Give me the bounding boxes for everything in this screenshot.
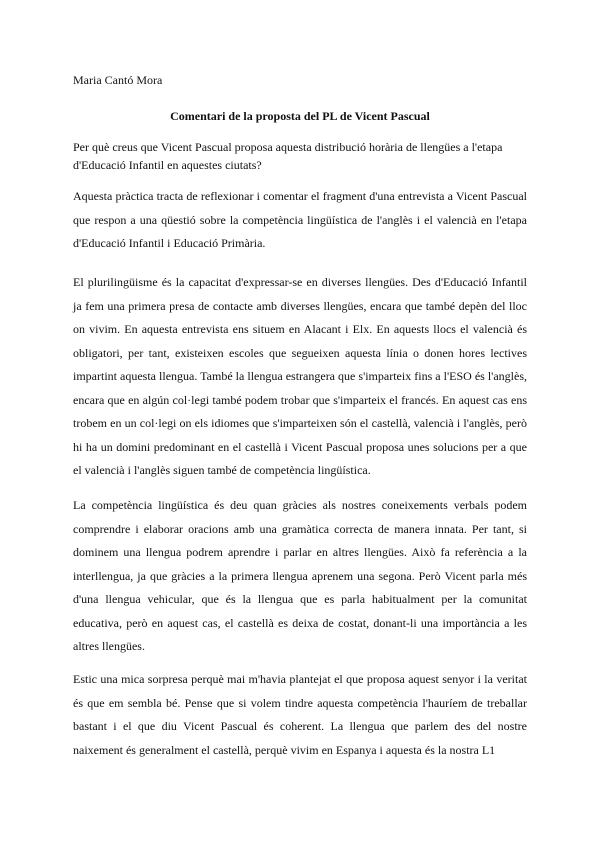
paragraph-linguistic-competence: La competència lingüística és deu quan gràcies als nostres coneixements verbals podem comprendre i elaborar oracions amb una gramàtica correcta de manera innata. Per tant, si dominem una llengua podrem aprendre i parlar en altres llengües. Això fa referència a la interllengua, ja que gràcies a la primera llengua aprenem una segona. Però Vicent parla més d'una llengua vehicular, que és la llengua que es parla habitualment per la comunitat educativa, però en aquest cas, el castellà es deixa de costat, donant-li una importància a les altres llengües.: [73, 498, 527, 653]
author-name: Maria Cantó Mora: [73, 73, 163, 87]
paragraph-plurilingualism: El plurilingüisme és la capacitat d'expressar-se en diverses llengües. Des d'Educació Infantil ja fem una primera presa de contacte amb diverses llengües, encara que també depèn del lloc on vivim. En aquesta entrevista ens situem en Alacant i Elx. En aquests llocs el valencià és obligatori, per tant, existeixen escoles que segueixen aquesta línia o donen hores lectives impartint aquesta llengua. També la llengua estrangera que s'imparteix fins a l'ESO és l'anglès, encara que en algún col·legi també podem trobar que s'imparteix el francés. En aquest cas ens trobem en un col·legi on els idiomes que s'imparteixen són el castellà, valencià i l'anglès, però hi ha un domini predominant en el castellà i Vicent Pascual proposa unes solucions per a que el valencià i l'anglès siguen també de competència lingüística.: [73, 275, 527, 477]
paragraph-intro: Aquesta pràctica tracta de reflexionar i comentar el fragment d'una entrevista a Vicent Pascual que respon a una qüestió sobre la competència lingüística de l'anglès i el valencià en l'etapa d'Educació Infantil i Educació Primària.: [73, 189, 527, 250]
document-title: Comentari de la proposta del PL de Vicent Pascual: [170, 109, 430, 123]
paragraph-opinion: Estic una mica sorpresa perquè mai m'havia plantejat el que proposa aquest senyor i la veritat és que em sembla bé. Pense que si volem tindre aquesta competència l'hauríem de treballar bastant i el que diu Vicent Pascual és coherent. La llengua que parlem des del nostre naixement és generalment el castellà, perquè vivim en Espanya i aquesta és la nostra L1: [73, 672, 527, 757]
question-text: Per què creus que Vicent Pascual proposa aquesta distribució horària de llengües a l'etapa d'Educació Infantil en aquestes ciutats?: [73, 140, 503, 172]
